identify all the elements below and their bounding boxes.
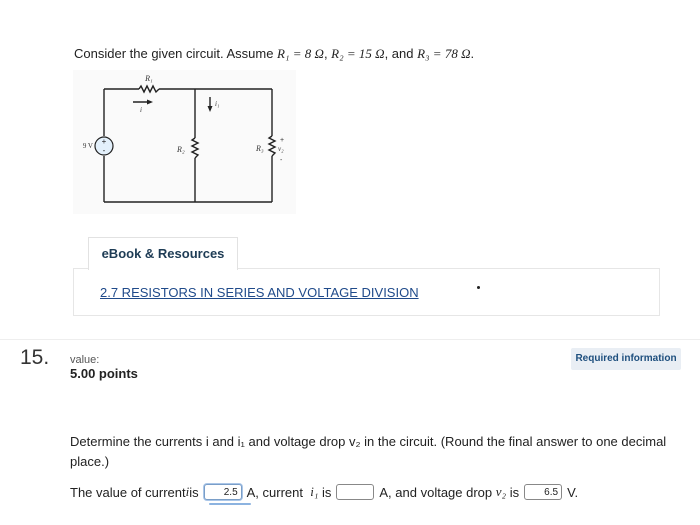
intro-prefix: Consider the given circuit. Assume <box>74 46 278 61</box>
circuit-question-intro <box>74 46 474 62</box>
resources-panel <box>73 268 660 316</box>
current-i1-input[interactable] <box>336 484 374 500</box>
voltage-v2-input[interactable]: 6.5 <box>524 484 562 500</box>
answer-text-1: The value of current <box>70 484 186 500</box>
answer-text-5: A, and voltage drop <box>379 484 493 500</box>
source-minus: - <box>102 146 106 155</box>
points-value: 5.00 points <box>70 366 138 381</box>
v2-label: v₂ <box>278 145 284 153</box>
value-label: value: <box>70 354 100 366</box>
v2-minus: - <box>280 157 283 164</box>
question-instructions: Determine the currents i and i₁ and voltage drop v₂ in the circuit. (Round the final answer to one decimal place.) <box>70 434 667 469</box>
question-number: 15. <box>20 346 50 369</box>
intro-sep2: , and <box>384 46 418 61</box>
answer-text-3: A, current <box>246 484 303 500</box>
required-information-button[interactable]: Required information <box>571 348 681 370</box>
answer-text-2: is <box>189 484 199 500</box>
answer-text-6: is <box>509 484 520 500</box>
r3-label: R₃ <box>256 144 264 153</box>
v2-plus: + <box>280 137 285 144</box>
ebook-resources-tab[interactable]: eBook & Resources <box>88 237 238 270</box>
var-i: i <box>185 484 190 499</box>
r1-label: R₁ <box>145 74 153 83</box>
i1-label: i₁ <box>215 100 220 108</box>
intro-sep1: , <box>323 46 332 61</box>
intro-end: . <box>470 46 475 61</box>
answer-row <box>70 484 578 500</box>
i-label: i <box>140 106 142 114</box>
current-i-input[interactable]: 2.5 <box>204 484 242 500</box>
source-plus: + <box>101 137 107 146</box>
source-label: 9 V <box>82 142 93 150</box>
circuit-diagram <box>73 70 296 214</box>
var-v2: v₂ <box>495 484 507 499</box>
decorative-dot <box>477 286 480 289</box>
r2-label: R₂ <box>177 145 185 154</box>
section-divider <box>0 339 700 340</box>
resistors-series-link[interactable]: 2.7 RESISTORS IN SERIES AND VOLTAGE DIVISION <box>100 285 419 300</box>
focus-indicator <box>209 503 251 505</box>
r2-assumption: R₂ = 15 Ω <box>331 46 385 61</box>
r3-assumption: R₃ = 78 Ω <box>417 46 471 61</box>
r1-assumption: R₁ = 8 Ω <box>277 46 324 61</box>
var-i1: i₁ <box>310 484 319 499</box>
answer-text-4: is <box>322 484 332 500</box>
answer-text-7: V. <box>567 484 579 500</box>
